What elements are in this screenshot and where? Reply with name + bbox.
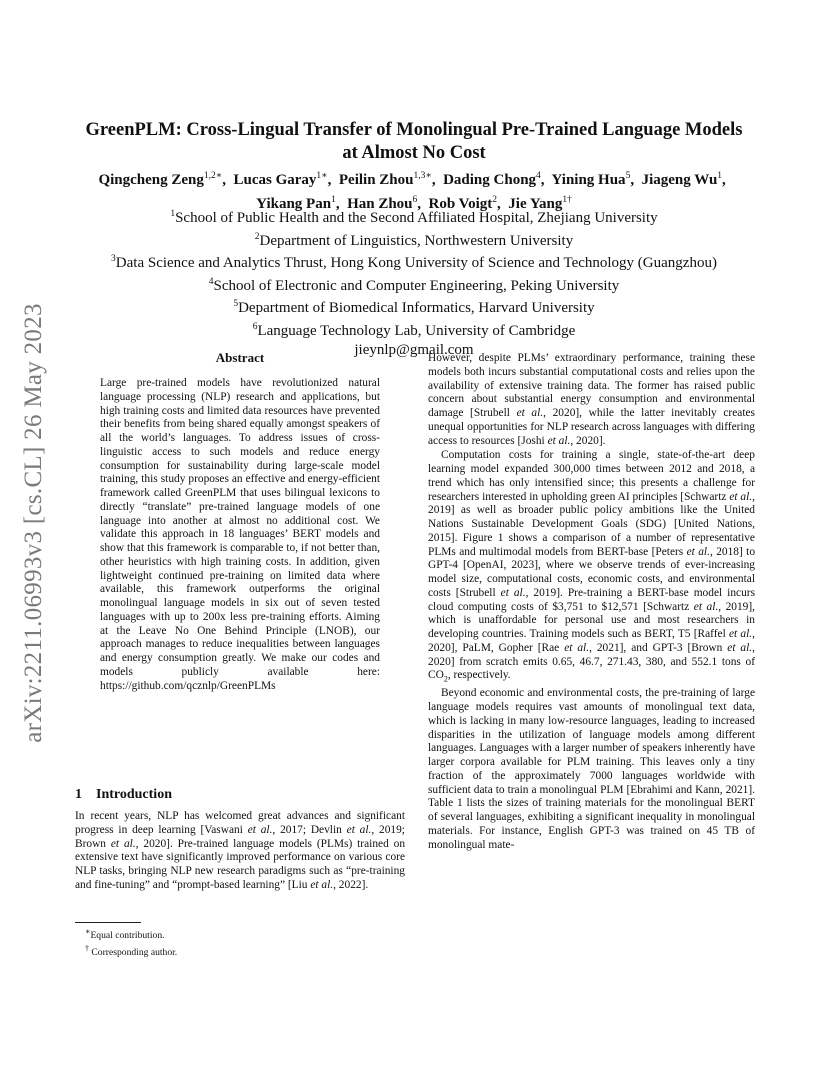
author: Peilin Zhou$^{1,3∗}$ [338,171,432,188]
abstract-heading: Abstract [215,350,265,365]
contact-email: jieynlp@gmail.com [354,341,474,358]
author: Dading Chong$^4$ [443,171,541,188]
footnotes [75,925,177,959]
author: Rob Voigt$^2$ [428,195,498,212]
paper-title: GreenPLM: Cross-Lingual Transfer of Monolingual Pre-Trained Language Models at Almost No Cost [85,120,743,163]
author: Yining Hua$^5$ [551,171,631,188]
affiliation: $^1$School of Public Health and the Second Affiliated Hospital, Zhejiang University [170,209,658,226]
author: Jie Yang$^{1\dagger}$ [508,195,572,212]
affiliation: $^4$School of Electronic and Computer Engineering, Peking University [208,276,620,294]
section-heading-introduction [75,787,172,803]
footnote: ∗Equal contribution. [85,927,165,942]
intro-paragraph-1: In recent years, NLP has welcomed great advances and significant progress in deep learning [Vaswani et al., 2017; Devlin et al., 2019; Brown et al., 2020]. Pre-trained language models (PLMs) trained on extensive text have significantly improved performance on various core NLP tasks, bringing NLP new research paradigms such as “pre-training and fine-tuning” and “prompt-based learning” [Liu et al., 2022]. [75,810,406,891]
right-column-body [428,352,755,853]
section-title: Introduction [96,787,172,802]
affiliation-list [40,205,788,359]
author: Qingcheng Zeng$^{1,2∗}$ [98,171,223,188]
affiliation: $^5$Department of Biomedical Informatics, Harvard University [233,299,595,317]
body-paragraph: Computation costs for training a single, state-of-the-art deep learning model expanded 300,000 times between 2012 and 2018, a trend which has only intensified since; this presents a challenge for researchers interested in upholding green AI principles [Schwartz et al., 2019] as well as broader public policy ambitions like the United Nations Sustainable Development Goals (SDG) [United Nations, 2015]. Figure 1 shows a comparison of a number of representative PLMs and multimodal models from BERT-base [Peters et al., 2018] to GPT-4 [OpenAI, 2023], where we observe trends of ever-increasing model size, computational costs, economic costs, and environmental costs [Strubell et al., 2019]. Pre-training a BERT-base model incurs cloud computing costs of $3,751 to $12,571 [Schwartz et al., 2019], which is unaffordable for personal use and most researchers in developing countries. Training models such as BERT, T5 [Raffel et al., 2020], PaLM, Gopher [Rae et al., 2021], and GPT-3 [Brown et al., 2020] from scratch emits 0.65, 46.7, 271.43, 380, and 552.1 tons of $CO_2$, respectively. [428,449,756,684]
footnote: † Corresponding author. [85,944,178,959]
author-list: Qingcheng Zeng$^{1,2∗}$, Lucas Garay$^{1∗}$, Peilin Zhou$^{1,3∗}$, Dading Chong$^4$, Yining Hua$^5$, Jiageng Wu$^1$, Yikang Pan$^1$, Han Zhou$^6$, Rob Voigt$^2$, Jie Yang$^{1\dagger}$ [98,171,730,212]
footnote-divider [75,922,141,923]
author: Han Zhou$^6$ [347,195,418,212]
affiliation: $^2$Department of Linguistics, Northwestern University [254,231,574,249]
affiliation: $^6$Language Technology Lab, University of Cambridge [252,321,576,339]
section-number: 1 [75,787,82,802]
abstract-body: Large pre-trained models have revolutionized natural language processing (NLP) research and applications, but high training costs and limited data resources have prevented their benefits from being shared equally amongst speakers of all the world’s languages. To address issues of cross-linguistic access to such models and reduce energy consumption for sustainability during large-scale model training, this study proposes an effective and energy-efficient framework called GreenPLM that uses bilingual lexicons to directly “translate” pre-trained language models of one language into another at almost no additional cost. We validate this approach in 18 languages’ BERT models and show that this framework is comparable to, if not better than, other heuristics with high training costs. In addition, given lightweight continued pre-training on limited data where available, this framework outperforms the original monolingual language models in six out of seven tested languages with up to 200x less pre-training efforts. Aiming at the Leave No One Behind Principle (LNOB), our approach manages to reduce inequalities between languages and energy consumption greatly. We make our codes and models publicly available here: https://github.com/qcznlp/GreenPLMs [100,377,380,692]
body-paragraph: Beyond economic and environmental costs, the pre-training of large language models requires vast amounts of monolingual text data, which is lacking in many low-resource languages, leading to increased disparities in the utilization of language models among different languages. Languages with a larger number of speakers inherently have larger corpora available for PLM training. This leaves only a tiny fraction of the approximately 7000 languages worldwide with sufficient data to train a monolingual PLM [Ebrahimi and Kann, 2021]. Table 1 lists the sizes of training materials for the monolingual BERT of several languages, exhibiting a significant inequality in monolingual materials. For instance, English GPT-3 was trained on 45 TB of monolingual mate- [428,687,755,851]
affiliation: $^3$Data Science and Analytics Thrust, Hong Kong University of Science and Technology (Guangzhou) [111,254,717,272]
author: Yikang Pan$^1$ [256,195,336,212]
body-paragraph: However, despite PLMs’ extraordinary performance, training these models both incurs substantial computational costs and relies upon the availability of extensive training data. The former has raised public concern about substantial energy consumption and environmental damage [Strubell et al., 2020], while the latter inevitably creates unequal opportunities for NLP research across languages with differing access to resources [Joshi et al., 2020]. [428,352,755,447]
author: Lucas Garay$^{1∗}$ [233,171,328,188]
arxiv-id-text: arXiv:2211.06993v3 [cs.CL] 26 May 2023 [20,303,47,743]
author: Jiageng Wu$^1$ [641,171,723,188]
introduction-paragraph [75,810,405,893]
